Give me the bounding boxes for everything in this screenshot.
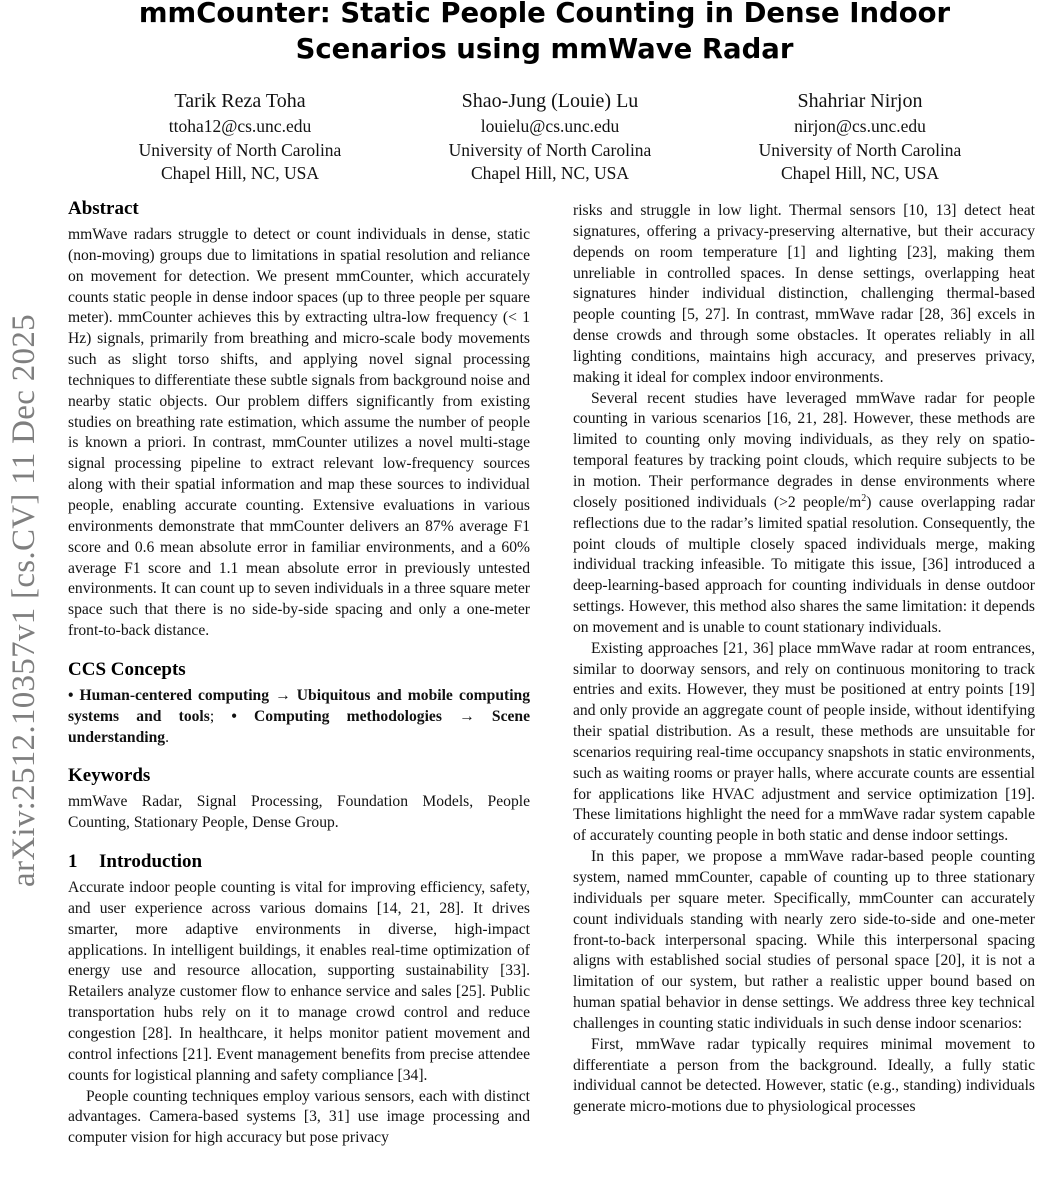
keywords-heading: Keywords: [68, 765, 151, 787]
author-affiliation: University of North Carolina: [758, 139, 962, 160]
paper-title: mmCounter: Static People Counting in Dense Indoor Scenarios using mmWave Radar: [138, 0, 951, 65]
right-paragraph-2: [573, 389, 1035, 639]
author-email: nirjon@cs.unc.edu: [794, 116, 926, 136]
author-location: Chapel Hill, NC, USA: [781, 163, 939, 183]
left-column: [68, 197, 530, 1149]
author-name: Shahriar Nirjon: [797, 90, 923, 112]
author-location: Chapel Hill, NC, USA: [161, 163, 319, 183]
author-email: ttoha12@cs.unc.edu: [168, 116, 312, 136]
intro-paragraph-1: Accurate indoor people counting is vital for improving efficiency, safety, and user experience across various domains [14, 21, 28]. It drives smarter, more adaptive environments in diverse, high-impact applications. In intelligent buildings, it enables real-time optimization of energy use and resource allocation, supporting sustainability [33]. Retailers analyze customer flow to enhance service and sales [25]. Public transportation hubs rely on it to manage crowd control and reduce congestion [28]. In healthcare, it helps monitor patient movement and control infections [21]. Event management benefits from precise attendee counts for logistical planning and safety compliance [34].: [68, 879, 530, 1084]
right-paragraph-3: Existing approaches [21, 36] place mmWave radar at room entrances, similar to doorway sensors, and rely on continuous monitoring to track entries and exits. However, they must be positioned at entry points [19] and only provide an aggregate count of people inside, without identifying their spatial distribution. As a result, these methods are unsuitable for scenarios requiring real-time occupancy snapshots in static environments, such as waiting rooms or prayer halls, where accurate counts are essential for applications like HVAC adjustment and service optimization [19]. These limitations highlight the need for a mmWave radar system capable of accurately counting people in both static and dense indoor settings.: [573, 639, 1035, 845]
right-paragraph-5: First, mmWave radar typically requires minimal movement to differentiate a person from the background. Ideally, a fully static individual cannot be detected. However, static (e.g., standing) individuals generate micro-motions due to physiological processes: [573, 1035, 1035, 1116]
superscript: 2: [861, 492, 867, 504]
ccs-heading: CCS Concepts: [68, 658, 186, 680]
section-title: Introduction: [99, 851, 203, 873]
author-1: [90, 88, 390, 186]
right-paragraph-1: risks and struggle in low light. Thermal sensors [10, 13] detect heat signatures, offering a privacy-preserving alternative, but their accuracy depends on room temperature [1] and lighting [23], making them unreliable in controlled spaces. In dense settings, overlapping heat signatures hinder individual distinction, challenging thermal-based people counting [5, 27]. In contrast, mmWave radar [28, 36] excels in dense crowds and through some obstacles. It operates reliably in all lighting conditions, maintains high accuracy, and preserves privacy, making it ideal for complex indoor environments.: [573, 202, 1035, 386]
ccs-concept-1: • Human-centered computing → Ubiquitous and mobile computing systems and tools: [68, 686, 530, 725]
ccs-concept-2: • Computing methodologies → Scene understanding: [68, 707, 531, 746]
author-affiliation: University of North Carolina: [138, 139, 342, 160]
right-paragraph-2-part-a: Several recent studies have leveraged mmWave radar for people counting in various scenarios [16, 21, 28]. However, these methods are limited to counting only moving individuals, as they rely on spatio-temporal features by tracking point clouds, which require subjects to be in motion. Their performance degrades in dense environments where closely positioned individuals (>2 people/m: [573, 389, 1035, 511]
right-paragraph-4: In this paper, we propose a mmWave radar-based people counting system, named mmCounter, capable of counting up to three stationary individuals per square meter. Specifically, mmCounter can accurately count individuals standing with nearly zero side-to-side and one-meter front-to-back interpersonal spacing. While this interpersonal spacing aligns with established social studies of personal space [20], it is not a limitation of our system, but rather a realistic upper bound based on human spatial behavior in dense settings. We address three key technical challenges in counting static individuals in such dense indoor scenarios:: [573, 848, 1035, 1032]
arxiv-identifier-stamp: [2, 255, 46, 945]
arxiv-identifier-text: arXiv:2512.10357v1 [cs.CV] 11 Dec 2025: [5, 313, 42, 887]
intro-paragraph-2: People counting techniques employ various sensors, each with distinct advantages. Camera-based systems [3, 31] use image processing and computer vision for high accuracy but pose privacy: [68, 1087, 530, 1147]
author-2: [400, 88, 700, 186]
author-email: louielu@cs.unc.edu: [480, 116, 620, 136]
keywords-text: mmWave Radar, Signal Processing, Foundation Models, People Counting, Stationary People, Dense Group.: [68, 793, 530, 832]
author-name: Shao-Jung (Louie) Lu: [461, 90, 639, 112]
author-location: Chapel Hill, NC, USA: [471, 163, 629, 183]
section-number: 1: [68, 851, 78, 873]
right-column: [573, 201, 1035, 1118]
author-block: [90, 88, 1010, 186]
author-affiliation: University of North Carolina: [448, 139, 652, 160]
author-name: Tarik Reza Toha: [174, 90, 306, 112]
introduction-heading: [68, 850, 530, 874]
abstract-heading: Abstract: [68, 198, 139, 219]
ccs-separator: ;: [209, 707, 232, 725]
right-paragraph-2-part-b: ) cause overlapping radar reflections due to the radar’s limited spatial resolution. Consequently, the point clouds of multiple closely spaced individuals merge, making individual tracking infeasible. To mitigate this issue, [36] introduced a deep-learning-based approach for counting individuals in dense outdoor settings. However, this method also shares the same limitation: it depends on movement and is unable to count stationary individuals.: [573, 493, 1035, 636]
ccs-end: .: [165, 728, 169, 746]
ccs-concepts: [68, 686, 530, 749]
author-3: [710, 88, 1010, 186]
abstract-text: mmWave radars struggle to detect or count individuals in dense, static (non-moving) groups due to limitations in spatial resolution and reliance on movement for detection. We present mmCounter, which accurately counts static people in dense indoor spaces (up to three people per square meter). mmCounter achieves this by extracting ultra-low frequency (< 1 Hz) signals, primarily from breathing and micro-scale body movements such as slight torso shifts, and applying novel signal processing techniques to differentiate these subtle signals from background noise and nearby static objects. Our problem differs significantly from existing studies on breathing rate estimation, which assume the number of people is known a priori. In contrast, mmCounter utilizes a novel multi-stage signal processing pipeline to extract relevant low-frequency sources along with their spatial information and map these sources to individual people, enabling accurate counting. Extensive evaluations in various environments demonstrate that mmCounter delivers an 87% average F1 score and 0.6 mean absolute error in familiar environments, and a 60% average F1 score and 1.1 mean absolute error in previously untested environments. It can count up to seven individuals in a three square meter space such that there is no side-by-side spacing and only a one-meter front-to-back distance.: [68, 226, 530, 640]
